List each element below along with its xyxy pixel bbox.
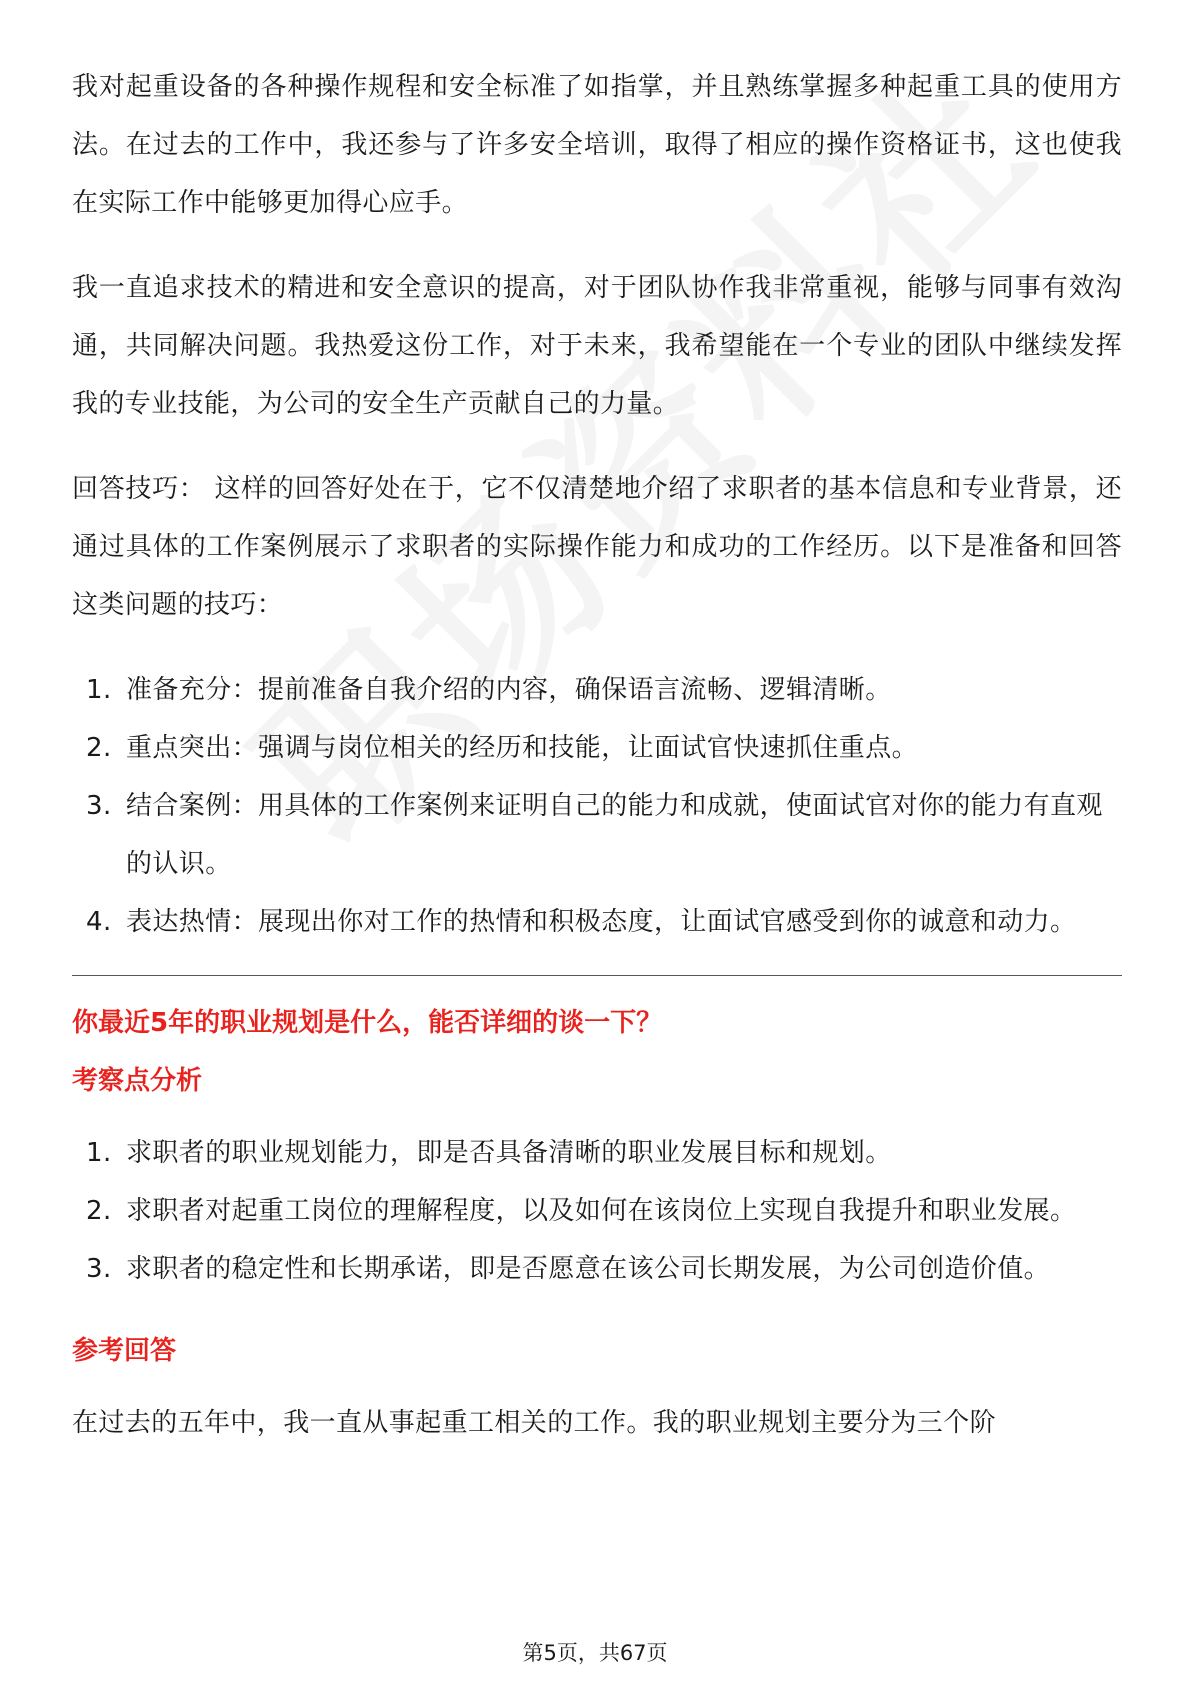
list-item-text: 求职者的稳定性和长期承诺，即是否愿意在该公司长期发展，为公司创造价值。 — [126, 1254, 1051, 1284]
paragraph-goals: 我一直追求技术的精进和安全意识的提高，对于团队协作我非常重视，能够与同事有效沟通，共同解决问题。我热爱这份工作，对于未来，我希望能在一个专业的团队中继续发挥我的专业技能，为公司的安全生产贡献自己的力量。 — [72, 273, 1122, 419]
list-item — [72, 1182, 1122, 1240]
section-divider — [72, 975, 1122, 976]
paragraph-skills: 我对起重设备的各种操作规程和安全标准了如指掌，并且熟练掌握多种起重工具的使用方法。在过去的工作中，我还参与了许多安全培训，取得了相应的操作资格证书，这也使我在实际工作中能够更加得心应手。 — [72, 72, 1122, 218]
list-number: 1. — [86, 1138, 112, 1168]
paragraph-answer-tips: 回答技巧： 这样的回答好处在于，它不仅清楚地介绍了求职者的基本信息和专业背景，还通过具体的工作案例展示了求职者的实际操作能力和成功的工作经历。以下是准备和回答这类问题的技巧： — [72, 474, 1122, 620]
list-item — [72, 661, 1122, 719]
answer-heading: 参考回答 — [72, 1336, 177, 1366]
page-number: 第5页，共67页 — [522, 1641, 668, 1665]
list-item-text: 求职者对起重工岗位的理解程度，以及如何在该岗位上实现自我提升和职业发展。 — [126, 1196, 1077, 1226]
page-content — [72, 58, 1122, 1479]
list-item-text: 表达热情：展现出你对工作的热情和积极态度，让面试官感受到你的诚意和动力。 — [126, 907, 1077, 937]
list-item-text: 重点突出：强调与岗位相关的经历和技能，让面试官快速抓住重点。 — [126, 733, 919, 763]
question-heading: 你最近5年的职业规划是什么，能否详细的谈一下？ — [72, 1008, 663, 1038]
list-number: 2. — [86, 733, 112, 763]
list-item — [72, 777, 1122, 893]
list-number: 4. — [86, 907, 112, 937]
list-item-text: 准备充分：提前准备自我介绍的内容，确保语言流畅、逻辑清晰。 — [126, 675, 892, 705]
list-item — [72, 719, 1122, 777]
list-number: 1. — [86, 675, 112, 705]
paragraph-reference-answer: 在过去的五年中，我一直从事起重工相关的工作。我的职业规划主要分为三个阶 — [72, 1408, 997, 1438]
list-item — [72, 1240, 1122, 1298]
analysis-list — [72, 1124, 1122, 1298]
list-item-text: 求职者的职业规划能力，即是否具备清晰的职业发展目标和规划。 — [126, 1138, 892, 1168]
list-item — [72, 893, 1122, 951]
list-number: 3. — [86, 791, 112, 821]
tips-list — [72, 661, 1122, 951]
list-item-text: 结合案例：用具体的工作案例来证明自己的能力和成就，使面试官对你的能力有直观的认识。 — [126, 791, 1103, 879]
list-item — [72, 1124, 1122, 1182]
analysis-heading: 考察点分析 — [72, 1066, 203, 1096]
list-number: 3. — [86, 1254, 112, 1284]
list-number: 2. — [86, 1196, 112, 1226]
